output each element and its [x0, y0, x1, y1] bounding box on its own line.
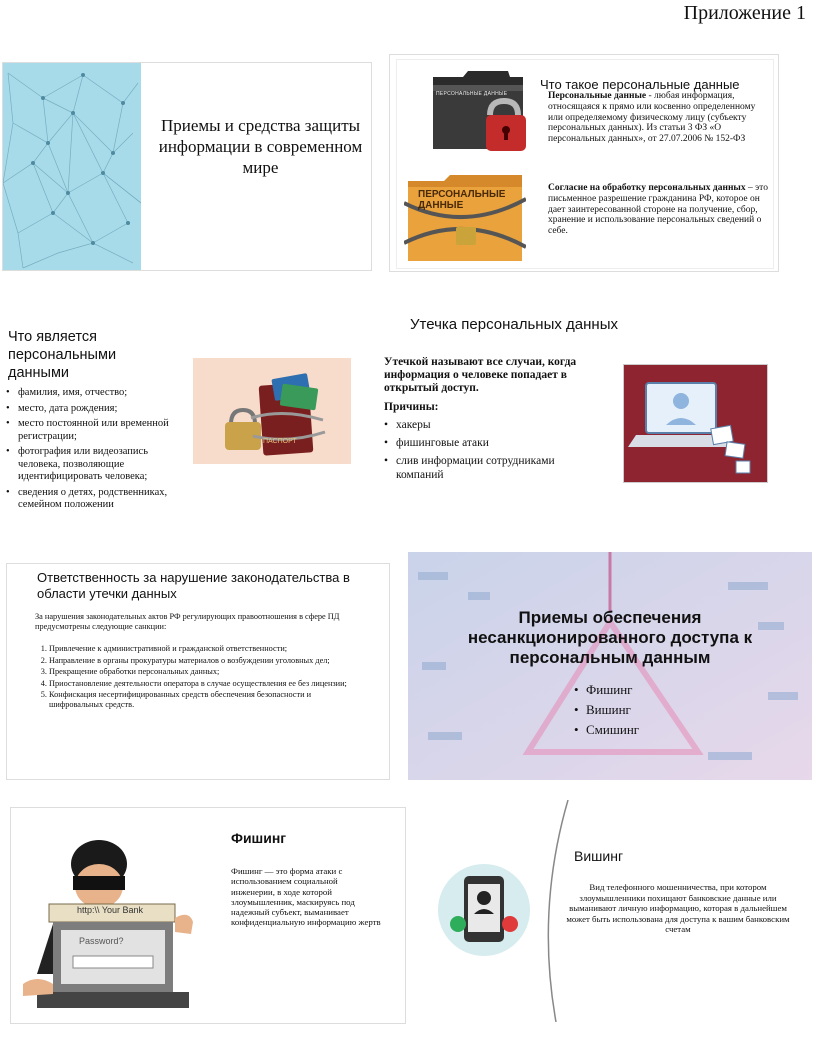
reasons-label: Причины: [384, 401, 439, 413]
list-item: • сведения о детях, родственниках, семейном положении [6, 487, 191, 512]
pd-definition: Персональные данные - любая информация, относящаяся к прямо или косвенно определенному или определяемому физическому лицу (субъекту персональных данных). Из статьи 3 ФЗ «О персональных данных», от 27.07.2006 № 152-ФЗ [548, 91, 756, 145]
list-item: • хакеры [384, 418, 604, 432]
phishing-description: Фишинг — это форма атаки с использованием социальной инженерии, в ходе которой злоумышленник, маскируясь под надежный субъект, выманивает конфиденциальную информацию жертв [231, 866, 381, 928]
list-item: • место постоянной или временной регистрации; [6, 418, 191, 443]
list-item: • фишинговые атаки [384, 436, 604, 450]
consent-definition: Согласие на обработку персональных данных – это письменное разрешение гражданина РФ, которое он дает заинтересованной стороне на получение, сбор, хранение и использование персональных сведений о себе. [548, 183, 768, 237]
list-item: 2. Направление в органы прокуратуры материалов о возбуждении уголовных дел; [49, 656, 349, 666]
sanctions-list [33, 644, 349, 709]
network-pattern-image [3, 63, 141, 270]
slide-data-leak [378, 312, 814, 517]
locked-folder-icon [428, 67, 540, 159]
password-label: Password? [79, 936, 124, 946]
list-item: • слив информации сотрудниками компаний [384, 454, 604, 482]
slide-heading: Вишинг [574, 848, 624, 864]
leak-definition: Утечкой называют все случаи, когда информация о человеке попадает в открытый доступ. [384, 356, 577, 394]
list-item: 1. Привлечение к административной и гражданской ответственности; [49, 644, 349, 654]
list-item: 5. Конфискация несертифицированных средств обеспечения безопасности и шифровальных средств. [49, 690, 349, 709]
folder-label-big: ПЕРСОНАЛЬНЫЕ ДАННЫЕ [418, 189, 506, 211]
list-item: • фамилия, имя, отчество; [6, 387, 191, 400]
passport-label: ПАСПОРТ [263, 438, 297, 445]
chained-folder-icon [404, 173, 526, 265]
phone-call-icon [436, 862, 532, 958]
list-item: • Вишинг [574, 700, 694, 720]
vishing-description: Вид телефонного мошенничества, при котором злоумышленники похищают банковские данные или выманивают личную информацию, которая в дальнейшем может быть использована для доступа к вашим банковским счетам [566, 882, 790, 934]
list-item: 3. Прекращение обработки персональных данных; [49, 667, 349, 677]
slide-title-text: Приемы обеспечения несанкционированного доступа к персональным данным [467, 608, 753, 667]
sign-text: http:\\ Your Bank [77, 905, 144, 915]
slide-heading: Фишинг [231, 830, 287, 846]
liability-intro: За нарушения законодательных актов РФ регулирующих правоотношения в сфере ПД предусмотрены следующие санкции: [35, 612, 340, 631]
slide-heading: Что такое персональные данные [540, 77, 740, 92]
slide-vishing [416, 800, 812, 1022]
list-item: • фотография или видеозапись человека, позволяющие идентифицировать человека; [6, 446, 191, 484]
hacker-laptop-image [23, 834, 195, 1014]
laptop-identity-image [623, 364, 768, 483]
list-item: • Смишинг [574, 720, 694, 740]
slide-heading: Утечка персональных данных [410, 316, 618, 333]
list-item: • Фишинг [574, 680, 694, 700]
attack-types-list [574, 680, 694, 740]
slide-phishing [10, 807, 406, 1024]
folder-label-small: ПЕРСОНАЛЬНЫЕ ДАННЫЕ [436, 91, 508, 97]
passport-image [193, 358, 351, 464]
slide-heading: Что является персональными данными [8, 329, 117, 381]
slide-liability [6, 563, 390, 780]
slide-heading: Ответственность за нарушение законодательства в области утечки данных [37, 570, 350, 601]
slide-title [2, 62, 372, 271]
slide-what-is-pd [389, 54, 779, 272]
slide-unauthorized-access [408, 552, 812, 780]
reasons-list [384, 418, 604, 482]
list-item: 4. Приостановление деятельности оператора в случае осуществления ее без лицензии; [49, 679, 349, 689]
list-item: • место, дата рождения; [6, 403, 191, 416]
pd-items-list [6, 387, 191, 512]
appendix-label: Приложение 1 [683, 2, 806, 24]
slide-title-text: Приемы и средства защиты информации в современном мире [158, 116, 363, 177]
slide-pd-list [0, 312, 375, 517]
